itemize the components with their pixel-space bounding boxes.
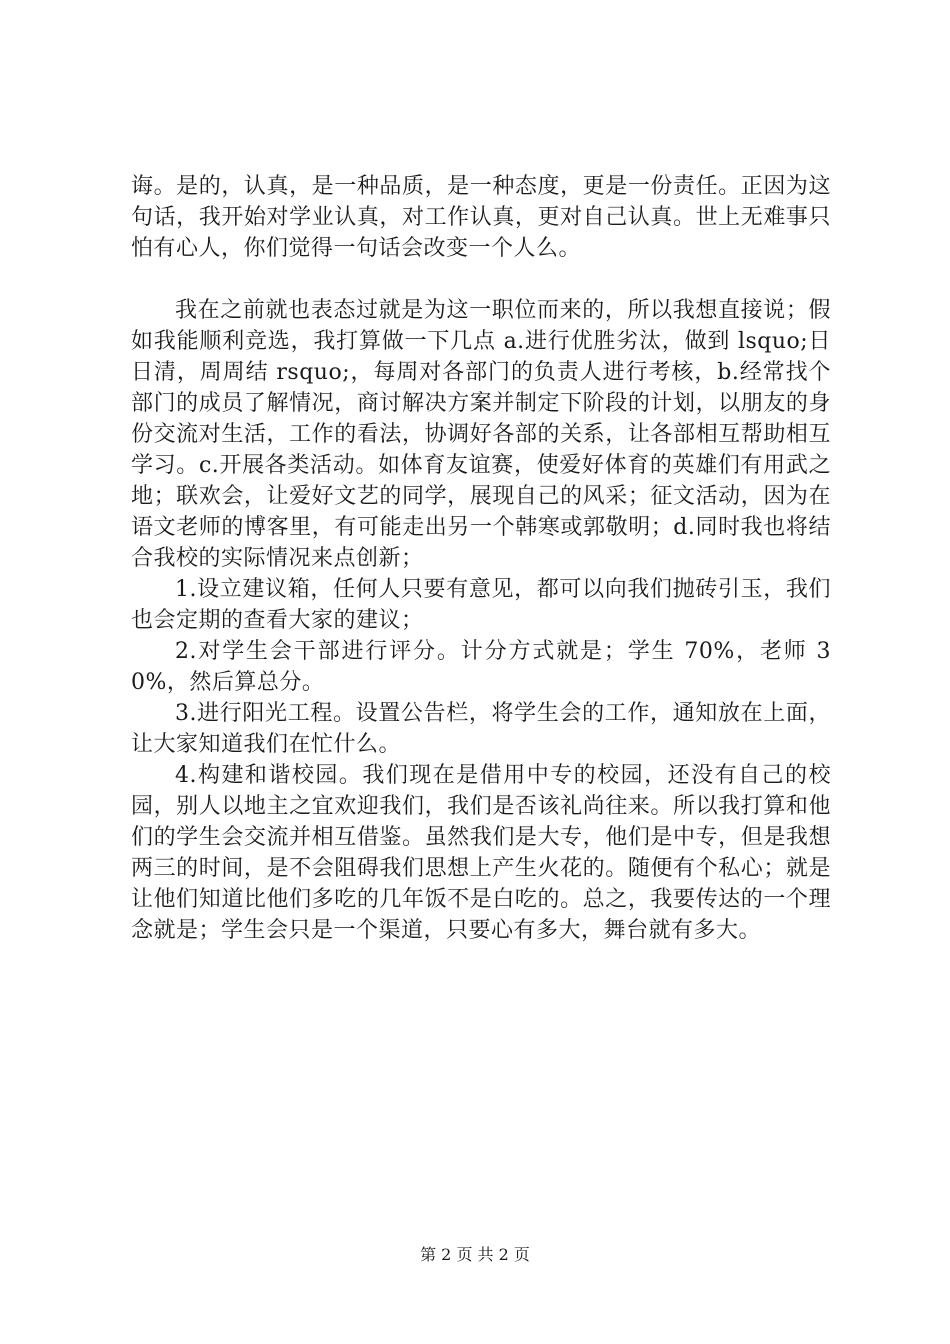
list-item-3: 3.进行阳光工程。设置公告栏，将学生会的工作，通知放在上面，让大家知道我们在忙什么。 — [131, 701, 831, 757]
list-item-2: 2.对学生会干部进行评分。计分方式就是；学生 70%，老师 30%，然后算总分。 — [131, 639, 831, 695]
paragraph-continuation: 诲。是的，认真，是一种品质，是一种态度，更是一份责任。正因为这句话，我开始对学业认真，对工作认真，更对自己认真。世上无难事只怕有心人，你们觉得一句话会改变一个人么。 — [131, 174, 831, 261]
paragraph-plan: 我在之前就也表态过就是为这一职位而来的，所以我想直接说；假如我能顺利竞选，我打算做一下几点 a.进行优胜劣汰，做到 lsquo;日日清，周周结 rsquo;，每周对各部门的负责人进行考核，b.经常找个部门的成员了解情况，商讨解决方案并制定下阶段的计划，以朋友的身份交流对生活，工作的看法，协调好各部的关系，让各部相互帮助相互学习。c.开展各类活动。如体育友谊赛，使爱好体育的英雄们有用武之地；联欢会，让爱好文艺的同学，展现自己的风采；征文活动，因为在语文老师的博客里，有可能走出另一个韩寒或郭敬明；d.同时我也将结合我校的实际情况来点创新； — [131, 298, 831, 571]
document-body — [131, 171, 831, 946]
list-item-1: 1.设立建议箱，任何人只要有意见，都可以向我们抛砖引玉，我们也会定期的查看大家的建议； — [131, 577, 831, 633]
paragraph-gap — [131, 264, 831, 295]
list-item-4: 4.构建和谐校园。我们现在是借用中专的校园，还没有自己的校园，别人以地主之宜欢迎我们，我们是否该礼尚往来。所以我打算和他们的学生会交流并相互借鉴。虽然我们是大专，他们是中专，但是我想两三的时间，是不会阻碍我们思想上产生火花的。随便有个私心；就是让他们知道比他们多吃的几年饭不是白吃的。总之，我要传达的一个理念就是；学生会只是一个渠道，只要心有多大，舞台就有多大。 — [131, 763, 831, 943]
page-footer: 第 2 页 共 2 页 — [420, 1245, 530, 1264]
